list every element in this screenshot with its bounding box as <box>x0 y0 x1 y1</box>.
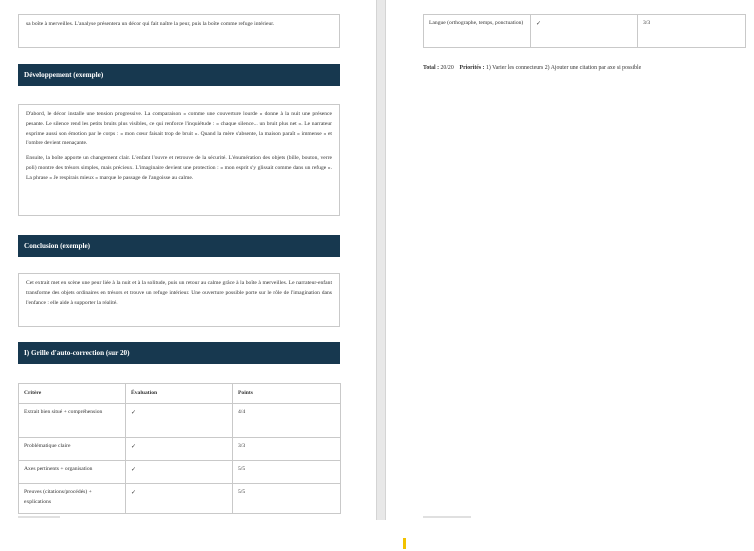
development-heading: Développement (exemple) <box>18 64 340 86</box>
total-summary-line <box>423 65 641 71</box>
criterion-cell: Problématique claire <box>19 438 126 461</box>
total-label: Total : <box>423 65 440 71</box>
column-header-points: Points <box>233 384 341 404</box>
priorities-text: 1) Varier les connecteurs 2) Ajouter une citation par axe si possible <box>485 65 642 71</box>
development-paragraph-2: Ensuite, la boîte apporte un changement clair. L'enfant l'ouvre et retrouve de la sécurité. L'énumération des objets (bille, bouton, verre poli) montre des trésors simples, mais précieux. L'imaginaire devient une protection : « mon esprit s'y glissait comme dans un refuge ». La phrase « Je respirais mieux » marque le passage de l'angoisse au calme. <box>26 155 332 181</box>
correction-grid-continued-table <box>423 14 746 48</box>
evaluation-check-icon: ✓ <box>126 404 233 438</box>
conclusion-heading: Conclusion (exemple) <box>18 235 340 257</box>
intro-tail-text: sa boîte à merveilles. L'analyse présentera un décor qui fait naître la peur, puis la boîte comme refuge intérieur. <box>26 21 275 27</box>
table-row <box>19 438 341 461</box>
grid-heading: I) Grille d'auto-correction (sur 20) <box>18 342 340 364</box>
priorities-label: Priorités : <box>459 65 485 71</box>
left-page <box>0 0 376 520</box>
table-row <box>19 404 341 438</box>
criterion-cell: Extrait bien situé + compréhension <box>19 404 126 438</box>
table-row <box>424 15 746 48</box>
conclusion-text: Cet extrait met en scène une peur liée à la nuit et à la solitude, puis un retour au calme grâce à la boîte à merveilles. Le narrateur-enfant transforme des objets ordinaires en trésors et trouve un refuge intérieur. Une ouverture possible porte sur le rôle de l'imagination dans l'enfance : elle aide à supporter la réalité. <box>26 280 332 306</box>
table-row <box>19 484 341 514</box>
table-row <box>19 461 341 484</box>
criterion-cell: Langue (orthographe, temps, ponctuation) <box>424 15 531 48</box>
table-header-row <box>19 384 341 404</box>
text-cursor-marker <box>403 538 406 549</box>
points-cell: 3/3 <box>233 438 341 461</box>
column-header-evaluation: Évaluation <box>126 384 233 404</box>
evaluation-check-icon: ✓ <box>126 461 233 484</box>
column-header-criterion: Critère <box>19 384 126 404</box>
development-text-box <box>18 104 340 216</box>
conclusion-text-box <box>18 273 340 327</box>
criterion-cell: Preuves (citations/procédés) + explications <box>19 484 126 514</box>
total-value: 20/20 <box>440 65 454 71</box>
intro-text-box <box>18 14 340 48</box>
development-paragraph-1: D'abord, le décor installe une tension progressive. La comparaison « comme une couverture lourde » donne à la nuit une présence pesante. Le silence rend les petits bruits plus visibles, ce qui renforce l'inquiétude : « chaque silence... un bruit plus net ». Le narrateur exprime aussi son émotion par le corps : « mon cœur faisait trop de bruit ». Quand la mère s'absente, la maison paraît « immense » et l'ombre devient menaçante. <box>26 111 332 147</box>
right-page <box>387 0 754 520</box>
page-footer-mark <box>423 516 471 518</box>
evaluation-check-icon: ✓ <box>126 438 233 461</box>
correction-grid-table <box>18 383 341 514</box>
page-gutter <box>376 0 386 520</box>
criterion-cell: Axes pertinents + organisation <box>19 461 126 484</box>
points-cell: 5/5 <box>233 484 341 514</box>
points-cell: 4/4 <box>233 404 341 438</box>
points-cell: 5/5 <box>233 461 341 484</box>
points-cell: 3/3 <box>638 15 746 48</box>
evaluation-check-icon: ✓ <box>126 484 233 514</box>
page-footer-mark <box>18 516 60 518</box>
evaluation-check-icon: ✓ <box>531 15 638 48</box>
